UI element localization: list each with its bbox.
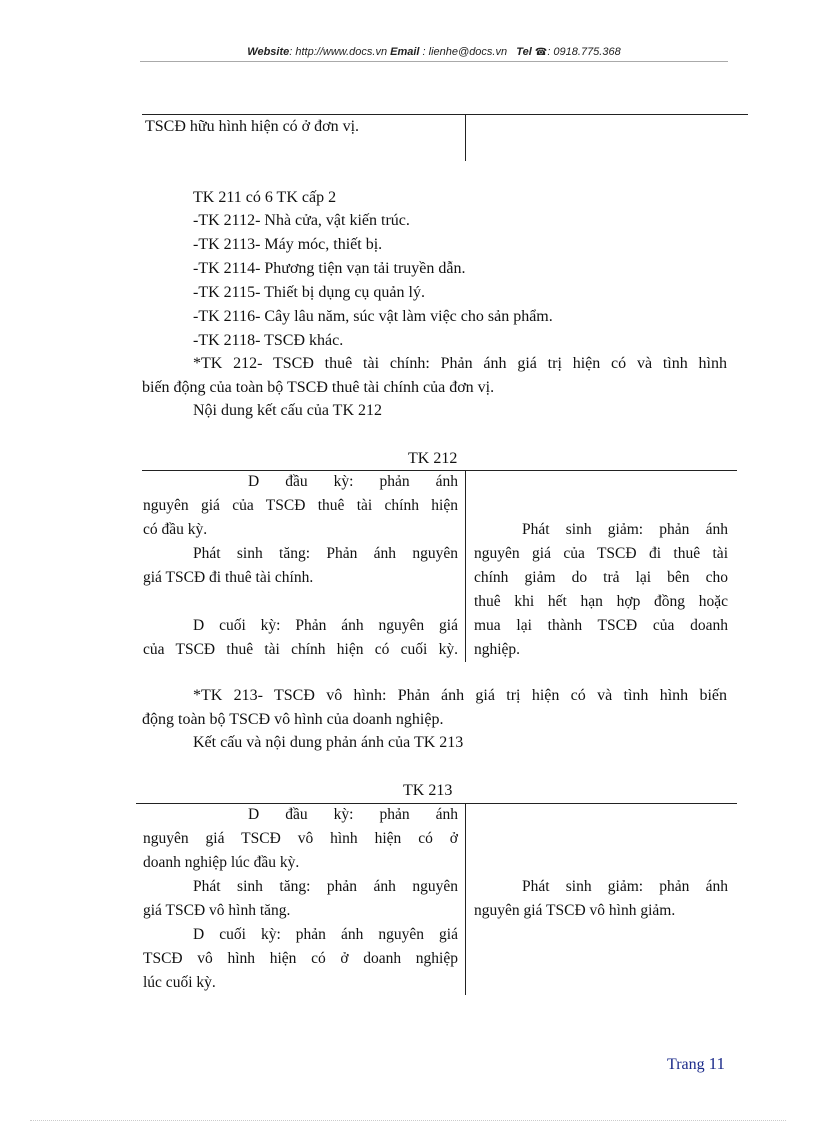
page-number-value: 11 — [708, 1054, 726, 1073]
tk212-right-column — [474, 518, 728, 662]
tk212-left-line: D cuối kỳ: Phản ánh nguyên giá — [193, 617, 458, 634]
tk212-left-line: Phát sinh tăng: Phản ánh nguyên — [193, 545, 458, 562]
tk212-paragraph-line2: biến động của toàn bộ TSCĐ thuê tài chính của đơn vị. — [142, 379, 495, 396]
page-number — [667, 1054, 725, 1074]
tk212-right-line: nguyên giá của TSCĐ đi thuê tài — [474, 545, 728, 562]
tk213-left-line: doanh nghiệp lúc đầu kỳ. — [143, 854, 300, 871]
tk213-right-column — [474, 875, 728, 923]
email-value[interactable]: : lienhe@docs.vn — [419, 46, 508, 58]
tk213-left-line: D cuối kỳ: phản ánh nguyên giá — [193, 926, 458, 943]
top-table-left-text: TSCĐ hữu hình hiện có ở đơn vị. — [145, 118, 360, 135]
tk212-left-line: D đầu kỳ: phản ánh — [248, 473, 458, 490]
tk213-right-line: Phát sinh giảm: phản ánh — [522, 878, 728, 895]
phone-icon: ☎ — [534, 47, 548, 58]
website-label: Website — [247, 46, 290, 58]
list-intro: TK 211 có 6 TK cấp 2 — [193, 189, 337, 206]
email-label: Email — [390, 46, 420, 58]
tk212-right-line: thuê khi hết hạn hợp đồng hoặc — [474, 593, 728, 610]
list-item: -TK 2115- Thiết bị dụng cụ quản lý. — [193, 284, 425, 301]
tel-label: Tel — [516, 46, 532, 58]
tk212-title: TK 212 — [408, 450, 458, 467]
page-number-label: Trang — [667, 1056, 705, 1073]
tk212-heading: Nội dung kết cấu của TK 212 — [193, 402, 382, 419]
tk212-right-line: mua lại thành TSCĐ của doanh — [474, 617, 728, 634]
list-item: -TK 2118- TSCĐ khác. — [193, 332, 344, 349]
website-value[interactable]: : http://www.docs.vn — [289, 46, 388, 58]
tk213-left-line: lúc cuối kỳ. — [143, 974, 216, 991]
list-item: -TK 2116- Cây lâu năm, súc vật làm việc cho sản phẩm. — [193, 308, 553, 325]
tk212-divider — [465, 470, 466, 662]
list-item: -TK 2113- Máy móc, thiết bị. — [193, 236, 383, 253]
tk213-divider — [465, 803, 466, 995]
tk212-right-line: Phát sinh giảm: phản ánh — [522, 521, 728, 538]
tk212-left-column — [143, 470, 458, 662]
tk212-right-line: nghiệp. — [474, 641, 521, 658]
tk212-right-line: chính giảm do trả lại bên cho — [474, 569, 728, 586]
tk213-left-line: giá TSCĐ vô hình tăng. — [143, 902, 291, 919]
tk213-left-line: TSCĐ vô hình hiện có ở doanh nghiệp — [143, 950, 458, 967]
tk213-right-line: nguyên giá TSCĐ vô hình giảm. — [474, 902, 676, 919]
list-item: -TK 2114- Phương tiện vạn tải truyền dẫn. — [193, 260, 466, 277]
tk213-left-line: D đầu kỳ: phản ánh — [248, 806, 458, 823]
tel-value: : 0918.775.368 — [547, 46, 621, 58]
tk213-paragraph — [142, 684, 727, 732]
tk212-left-line: có đầu kỳ. — [143, 521, 208, 538]
top-table-divider — [465, 114, 466, 161]
tk213-left-line: Phát sinh tăng: phản ánh nguyên — [193, 878, 458, 895]
tk212-left-line: nguyên giá của TSCĐ thuê tài chính hiện — [143, 497, 458, 514]
tk212-left-line: giá TSCĐ đi thuê tài chính. — [143, 569, 314, 586]
tk213-left-line: nguyên giá TSCĐ vô hình hiện có ở — [143, 830, 458, 847]
bottom-divider — [30, 1120, 786, 1121]
tk213-title: TK 213 — [403, 782, 453, 799]
page-header — [140, 46, 728, 62]
list-item: -TK 2112- Nhà cửa, vật kiến trúc. — [193, 212, 410, 229]
tk213-left-column — [143, 803, 458, 995]
tk212-left-line: của TSCĐ thuê tài chính hiện có cuối kỳ. — [143, 641, 458, 658]
tk212-paragraph-line1: *TK 212- TSCĐ thuê tài chính: Phản ánh giá trị hiện có và tình hình — [193, 355, 727, 372]
tk213-paragraph-line2: động toàn bộ TSCĐ vô hình của doanh nghiệp. — [142, 711, 444, 728]
tk213-heading: Kết cấu và nội dung phản ánh của TK 213 — [193, 734, 464, 751]
tk213-paragraph-line1: *TK 213- TSCĐ vô hình: Phản ánh giá trị hiện có và tình hình biến — [193, 687, 727, 704]
tk212-paragraph — [142, 352, 727, 400]
